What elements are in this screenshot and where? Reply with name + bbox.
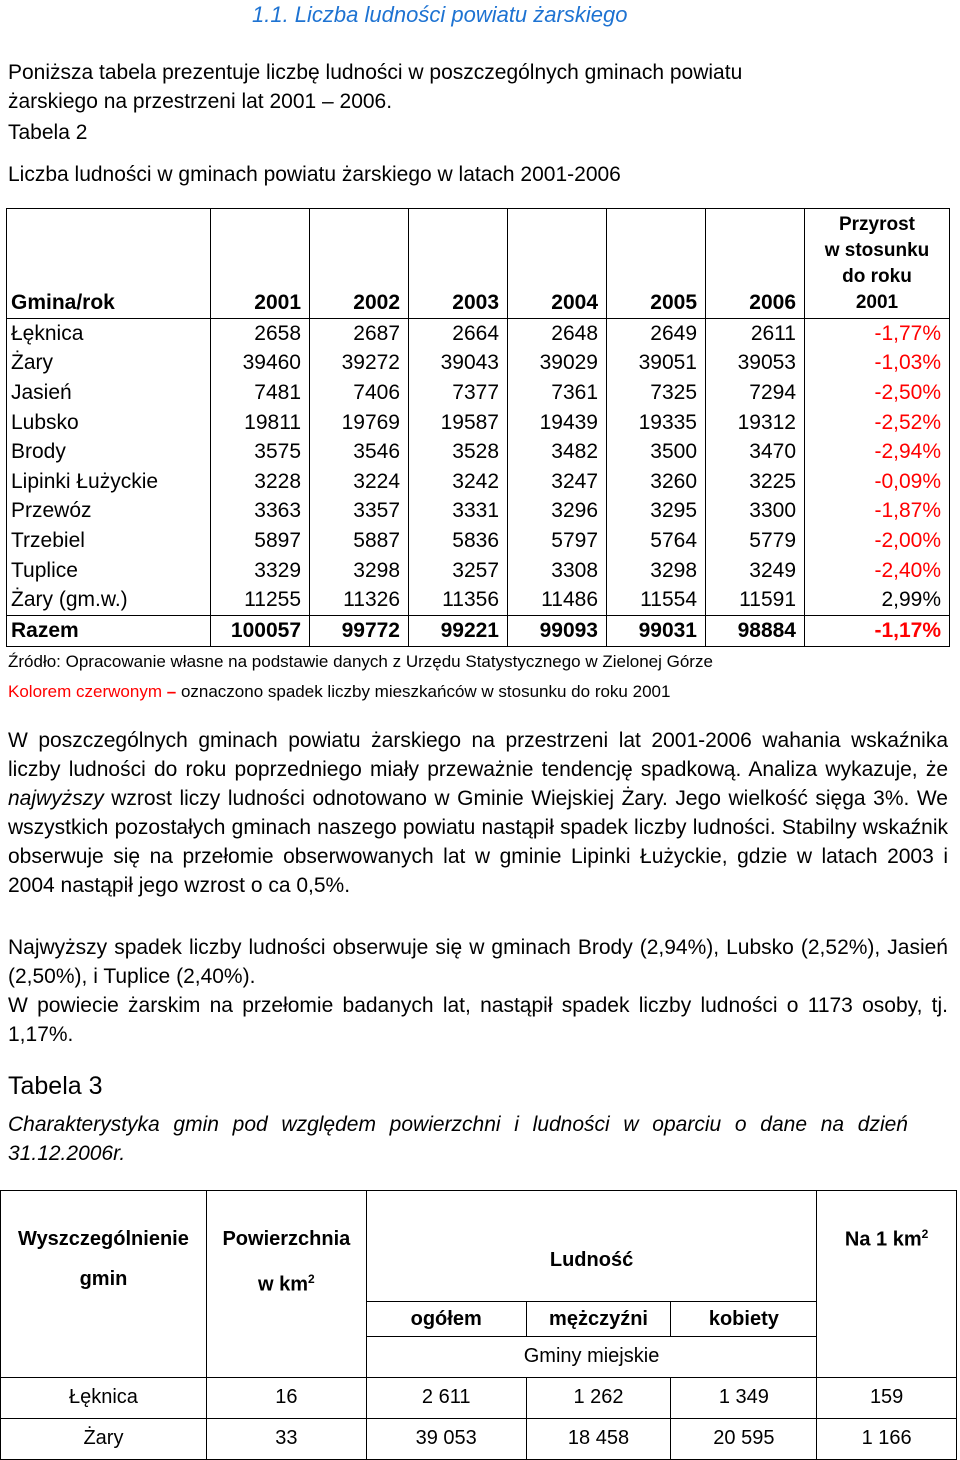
- header-ludnosc: Ludność: [366, 1191, 816, 1302]
- section-heading: 1.1. Liczba ludności powiatu żarskiego: [252, 2, 628, 27]
- paragraph-total: W powiecie żarskim na przełomie badanych lat, nastąpił spadek liczby ludności o 1173 osoby, tj. 1,17%.: [8, 994, 948, 1046]
- total-row: Razem 100057 99772 99221 99093 99031 98884 -1,17%: [7, 615, 950, 646]
- table-row: Trzebiel 5897 5887 5836 5797 5764 5779 -2,00%: [7, 526, 950, 556]
- header-2003: 2003: [409, 209, 508, 319]
- table3-caption: Charakterystyka gmin pod względem powierzchni i ludności w oparciu o dane na dzień 31.12.2006r.: [8, 1113, 908, 1165]
- header-ogolem: ogółem: [366, 1302, 526, 1337]
- header-mezczyzni: mężczyźni: [526, 1302, 671, 1337]
- header-2005: 2005: [607, 209, 706, 319]
- header-2006: 2006: [706, 209, 805, 319]
- table2-caption: Liczba ludności w gminach powiatu żarskiego w latach 2001-2006: [8, 163, 621, 186]
- header-2002: 2002: [310, 209, 409, 319]
- header-powierzchnia: Powierzchnia w $km^2$: [206, 1191, 366, 1337]
- table2-label: Tabela 2: [8, 121, 88, 144]
- header-2001: 2001: [211, 209, 310, 319]
- header-gestosc: Na 1 $km^2$: [817, 1191, 957, 1337]
- header-wyszczegolnienie: Wyszczególnienie gmin: [1, 1191, 207, 1337]
- paragraph-decline: Najwyższy spadek liczby ludności obserwuje się w gminach Brody (2,94%), Lubsko (2,52%), Jasień (2,50%), i Tuplice (2,40%).: [8, 936, 948, 988]
- header-2004: 2004: [508, 209, 607, 319]
- intro-line-1: Poniższa tabela prezentuje liczbę ludności w poszczególnych gminach powiatu: [8, 61, 743, 84]
- intro-line-2: żarskiego na przestrzeni lat 2001 – 2006.: [8, 90, 393, 113]
- table3-label: Tabela 3: [8, 1072, 103, 1100]
- table-row: Żary 39460 39272 39043 39029 39051 39053 -1,03%: [7, 349, 950, 379]
- table-row: Lubsko 19811 19769 19587 19439 19335 19312 -2,52%: [7, 408, 950, 438]
- table-row: Brody 3575 3546 3528 3482 3500 3470 -2,94%: [7, 437, 950, 467]
- legend-note: Kolorem czerwonym – oznaczono spadek liczby mieszkańców w stosunku do roku 2001: [8, 682, 671, 701]
- table-row: Łęknica 2658 2687 2664 2648 2649 2611 -1,77%: [7, 319, 950, 349]
- table-row: Żary 33 39 053 18 458 20 595 1 166: [1, 1418, 957, 1459]
- table-row: Tuplice 3329 3298 3257 3308 3298 3249 -2,40%: [7, 556, 950, 586]
- table-row: Żary (gm.w.) 11255 11326 11356 11486 11554 11591 2,99%: [7, 585, 950, 615]
- population-table: [6, 208, 950, 647]
- paragraph-analysis: W poszczególnych gminach powiatu żarskiego na przestrzeni lat 2001-2006 wahania wskaźnika liczby ludności do roku poprzedniego miały przeważnie tendencję spadkową. Analiza wykazuje, że najwyższy wzrost liczy ludności odnotowano w Gminie Wiejskiej Żary. Jego wielkość sięga 3%. We wszystkich pozostałych gminach naszego powiatu nastąpił spadek liczby ludności. Stabilny wskaźnik obserwuje się na przełomie obserwowanych lat w gminie Lipinki Łużyckie, gdzie w latach 2003 i 2004 nastąpił jego wzrost o ca 0,5%.: [8, 729, 948, 897]
- table-row: Jasień 7481 7406 7377 7361 7325 7294 -2,50%: [7, 378, 950, 408]
- source-note: Źródło: Opracowanie własne na podstawie danych z Urzędu Statystycznego w Zielonej Górze: [8, 652, 713, 671]
- header-gmina: Gmina/rok: [7, 209, 211, 319]
- header-kobiety: kobiety: [671, 1302, 817, 1337]
- table-row: Łęknica 16 2 611 1 262 1 349 159: [1, 1377, 957, 1418]
- header-growth: Przyrost w stosunku do roku 2001: [805, 209, 950, 319]
- area-population-table: [0, 1190, 957, 1460]
- table-row: Przewóz 3363 3357 3331 3296 3295 3300 -1,87%: [7, 497, 950, 527]
- section-gminy-miejskie: Gminy miejskie: [366, 1337, 816, 1378]
- table-row: Lipinki Łużyckie 3228 3224 3242 3247 3260 3225 -0,09%: [7, 467, 950, 497]
